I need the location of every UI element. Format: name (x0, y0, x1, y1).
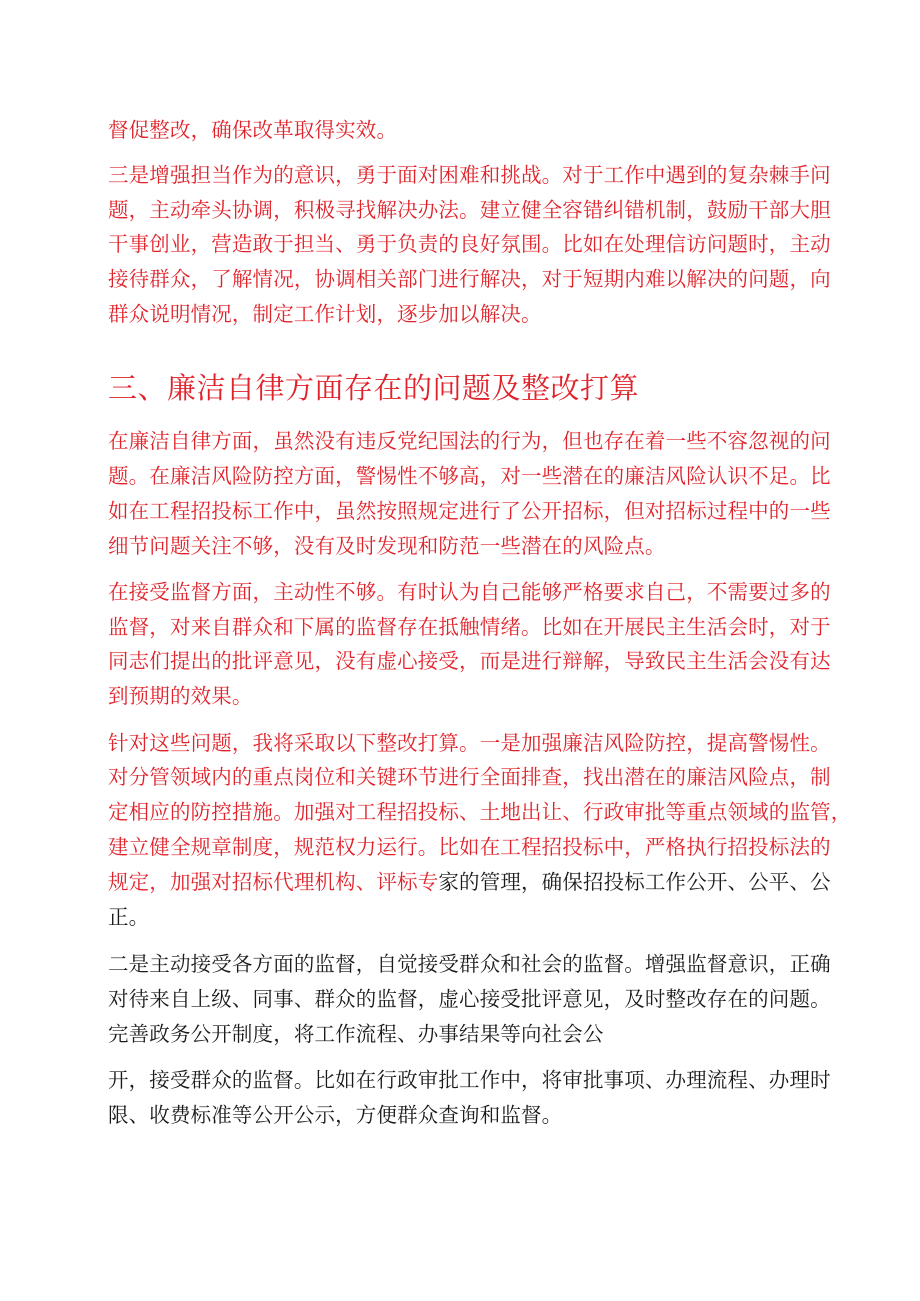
text-line: 细节问题关注不够，没有及时发现和防范一些潜在的风险点。 (108, 534, 666, 558)
text-span-red: 规定，加强对招标代理机构、评标专 (108, 870, 439, 894)
text-line: 定相应的防控措施。加强对工程招投标、土地出让、行政审批等重点领域的监管， (108, 800, 852, 824)
text-line: 如在工程招投标工作中，虽然按照规定进行了公开招标，但对招标过程中的一些 (108, 499, 831, 523)
text-line: 督促整改，确保改革取得实效。 (108, 118, 398, 142)
text-line: 在廉洁自律方面，虽然没有违反党纪国法的行为，但也存在着一些不容忽视的问 (108, 429, 831, 453)
text-line: 对待来自上级、同事、群众的监督，虚心接受批评意见，及时整改存在的问题。 (108, 987, 831, 1011)
text-line: 同志们提出的批评意见，没有虚心接受，而是进行辩解，导致民主生活会没有达 (108, 649, 831, 673)
text-line: 接待群众，了解情况，协调相关部门进行解决，对于短期内难以解决的问题，向 (108, 267, 831, 291)
text-line: 正。 (108, 905, 150, 929)
text-line: 针对这些问题，我将采取以下整改打算。一是加强廉洁风险防控，提高警惕性。 (108, 731, 831, 755)
text-line: 题。在廉洁风险防控方面，警惕性不够高，对一些潜在的廉洁风险认识不足。比 (108, 464, 831, 488)
text-span-black: 家的管理，确保招投标工作公开、公平、公 (438, 870, 831, 894)
text-line: 完善政务公开制度，将工作流程、办事结果等向社会公 (108, 1022, 604, 1046)
text-line: 在接受监督方面，主动性不够。有时认为自己能够严格要求自己，不需要过多的 (108, 580, 831, 604)
text-line: 群众说明情况，制定工作计划，逐步加以解决。 (108, 302, 542, 326)
text-line: 到预期的效果。 (108, 684, 253, 708)
text-line: 题，主动牵头协调，积极寻找解决办法。建立健全容错纠错机制，鼓励干部大胆 (108, 198, 831, 222)
text-line: 开，接受群众的监督。比如在行政审批工作中，将审批事项、办理流程、办理时 (108, 1068, 831, 1092)
text-line: 限、收费标准等公开公示，方便群众查询和监督。 (108, 1103, 563, 1127)
section-heading: 三、廉洁自律方面存在的问题及整改打算 (108, 371, 640, 405)
text-line: 干事创业，营造敢于担当、勇于负责的良好氛围。比如在处理信访问题时，主动 (108, 232, 831, 256)
text-line: 三是增强担当作为的意识，勇于面对困难和挑战。对于工作中遇到的复杂棘手问 (108, 163, 831, 187)
text-line-mixed (108, 868, 831, 896)
text-line: 二是主动接受各方面的监督，自觉接受群众和社会的监督。增强监督意识，正确 (108, 952, 831, 976)
text-line: 对分管领域内的重点岗位和关键环节进行全面排查，找出潜在的廉洁风险点，制 (108, 765, 831, 789)
text-line: 监督，对来自群众和下属的监督存在抵触情绪。比如在开展民主生活会时，对于 (108, 615, 831, 639)
text-line: 建立健全规章制度，规范权力运行。比如在工程招投标中，严格执行招投标法的 (108, 835, 831, 859)
